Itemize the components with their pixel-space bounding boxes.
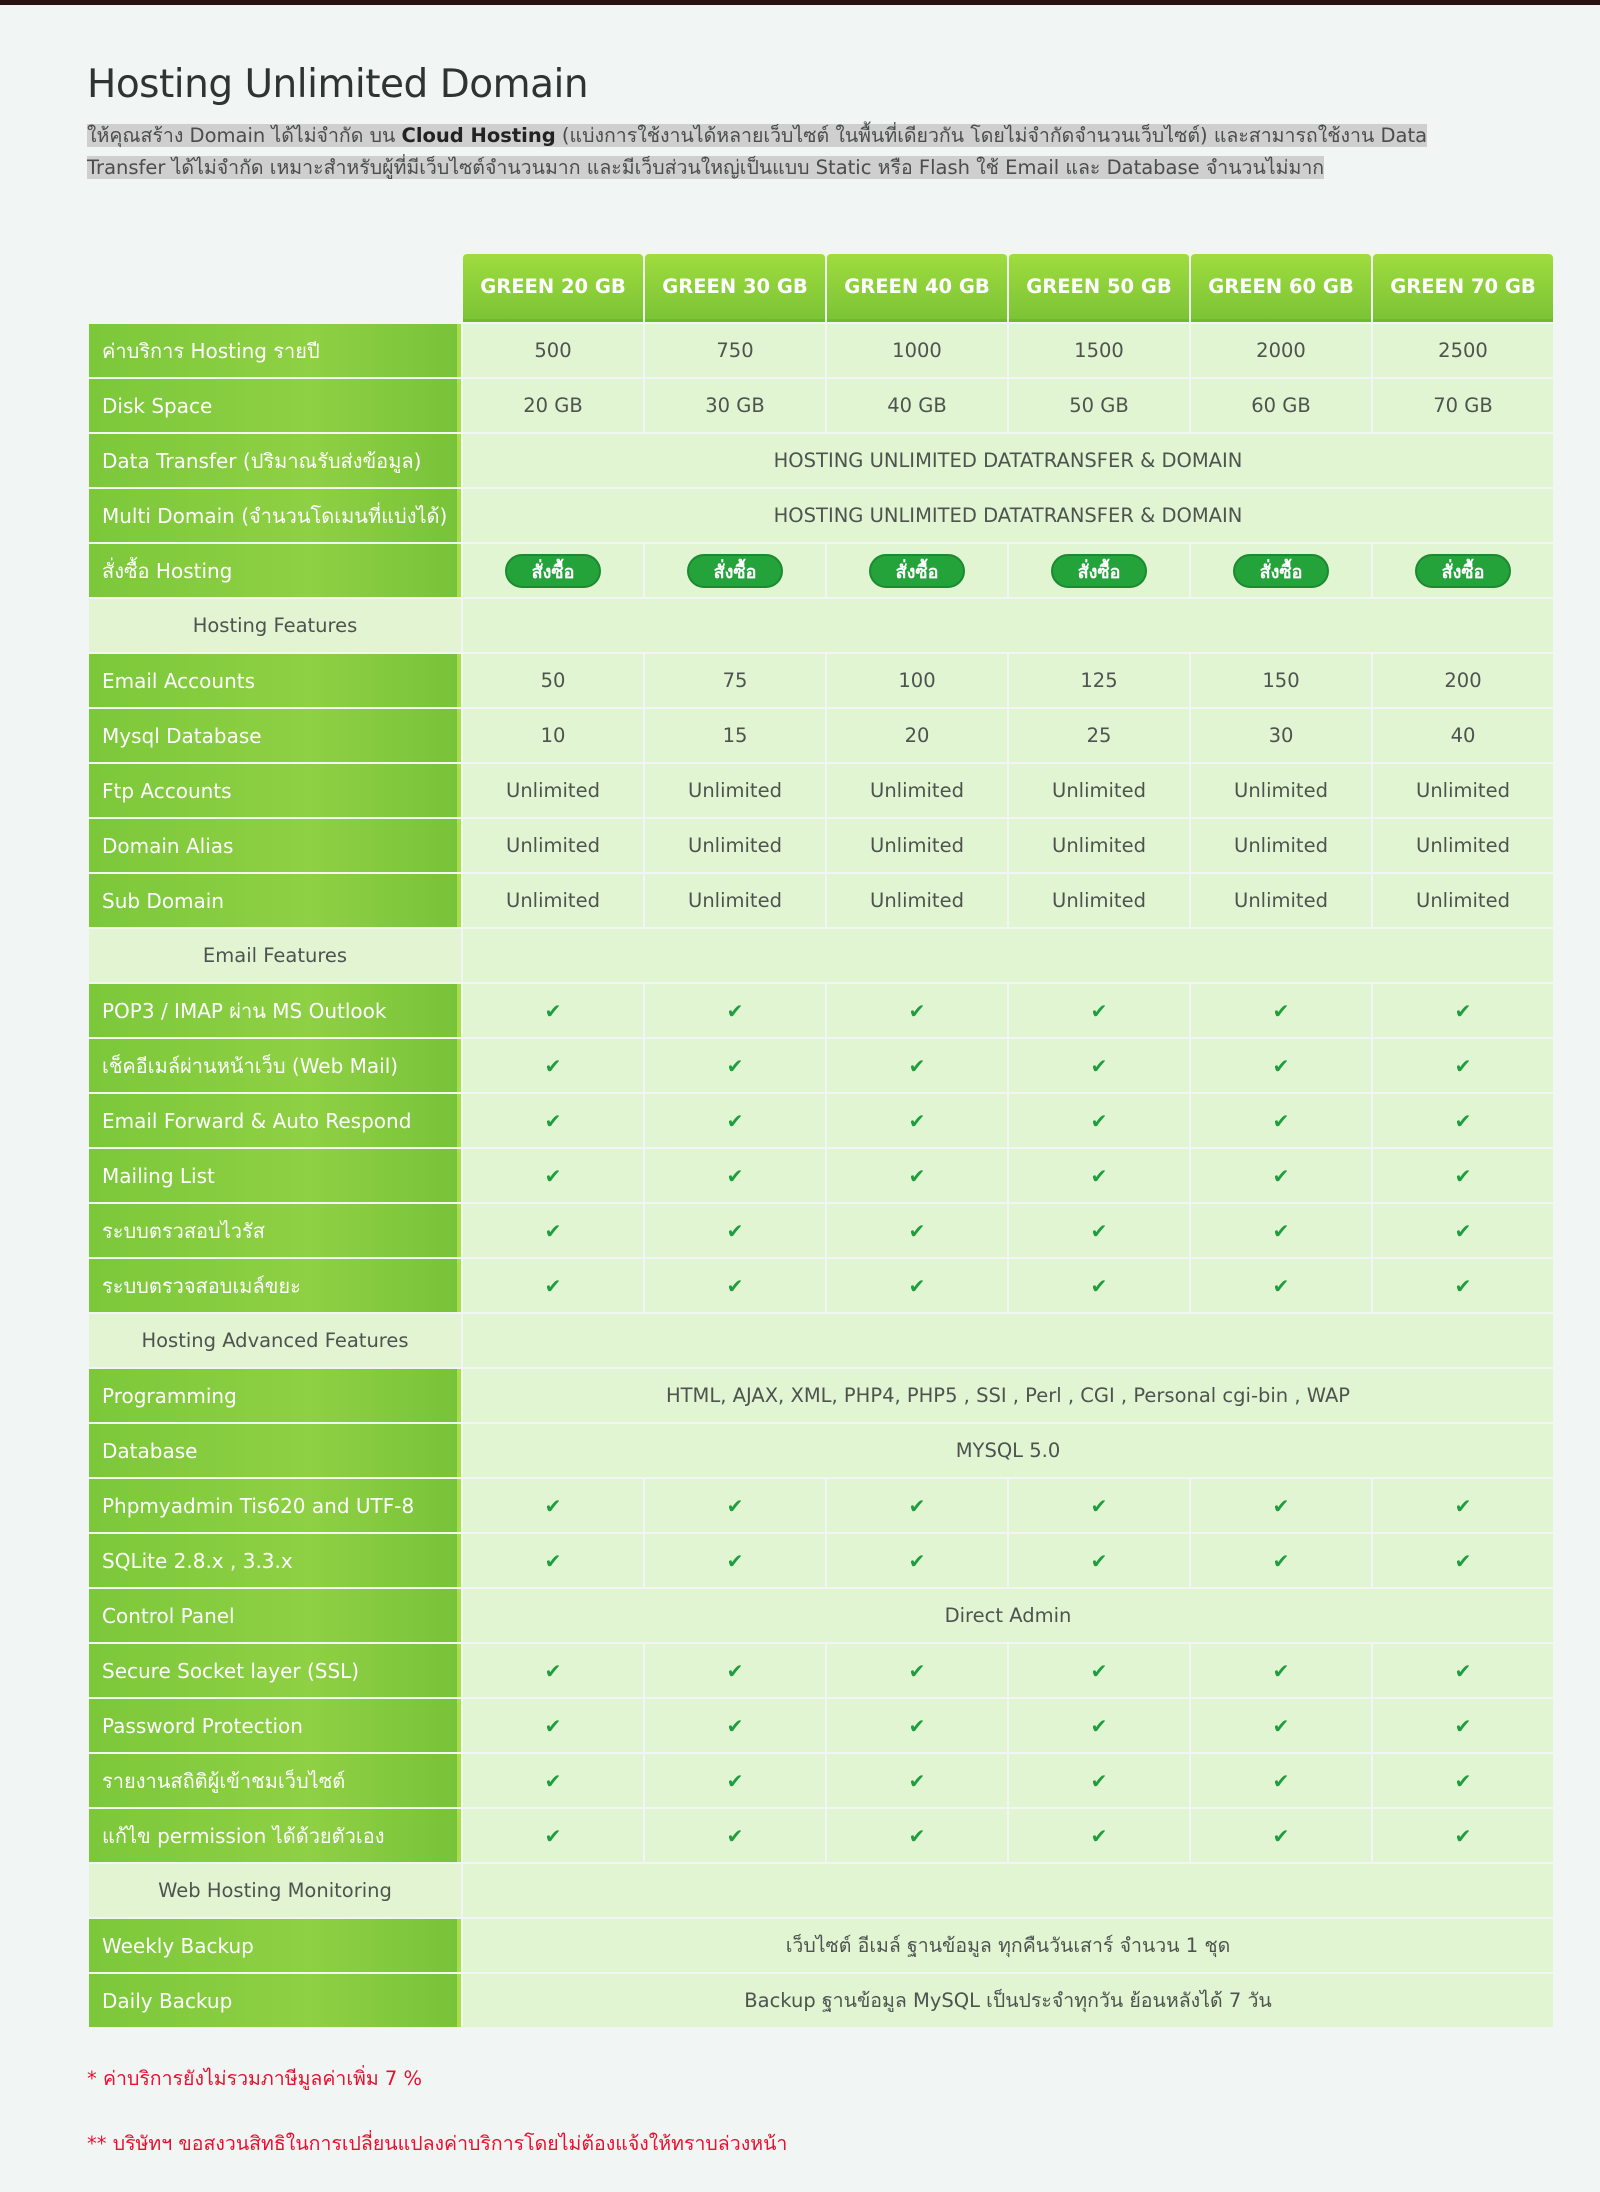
check-icon: ✔ xyxy=(908,1768,926,1793)
intro-bold: Cloud Hosting xyxy=(401,124,556,147)
row-label: Secure Socket layer (SSL) xyxy=(89,1644,461,1697)
row-label: แก้ไข permission ได้ด้วยตัวเอง xyxy=(89,1809,461,1862)
cell-value xyxy=(827,1094,1007,1147)
cell-value: Unlimited xyxy=(463,764,643,817)
cell-value xyxy=(645,984,825,1037)
row-value: HOSTING UNLIMITED DATATRANSFER & DOMAIN xyxy=(463,489,1553,542)
row-label: POP3 / IMAP ผ่าน MS Outlook xyxy=(89,984,461,1037)
rights-note: ** บริษัทฯ ขอสงวนสิทธิในการเปลี่ยนแปลงค่าบริการโดยไม่ต้องแจ้งให้ทราบล่วงหน้า xyxy=(87,2132,788,2155)
check-icon: ✔ xyxy=(908,1053,926,1078)
pricing-table xyxy=(87,252,1555,2029)
cell-value: 125 xyxy=(1009,654,1189,707)
cell-value: 1000 xyxy=(827,324,1007,377)
check-icon: ✔ xyxy=(726,1658,744,1683)
plan-header: GREEN 60 GB xyxy=(1191,254,1371,322)
row-label: Mysql Database xyxy=(89,709,461,762)
row-sqlite xyxy=(89,1534,1553,1587)
cell-value: 40 xyxy=(1373,709,1553,762)
row-transfer xyxy=(89,434,1553,487)
cell-value: 15 xyxy=(645,709,825,762)
plan-header: GREEN 70 GB xyxy=(1373,254,1553,322)
check-icon: ✔ xyxy=(1272,1108,1290,1133)
check-icon: ✔ xyxy=(544,1713,562,1738)
cell-value xyxy=(827,1534,1007,1587)
page-title: Hosting Unlimited Domain xyxy=(87,62,589,107)
cell-value: 200 xyxy=(1373,654,1553,707)
cell-value xyxy=(463,1149,643,1202)
cell-value: Unlimited xyxy=(1009,874,1189,927)
check-icon: ✔ xyxy=(726,1768,744,1793)
row-email-accounts xyxy=(89,654,1553,707)
check-icon: ✔ xyxy=(1272,1768,1290,1793)
cell-value xyxy=(463,1204,643,1257)
cell-value xyxy=(1191,1259,1371,1312)
check-icon: ✔ xyxy=(1272,998,1290,1023)
section-filler xyxy=(463,1314,1553,1367)
check-icon: ✔ xyxy=(1454,1273,1472,1298)
cell-value xyxy=(1191,1534,1371,1587)
cell-value xyxy=(827,984,1007,1037)
check-icon: ✔ xyxy=(544,1108,562,1133)
row-label: Password Protection xyxy=(89,1699,461,1752)
cell-value xyxy=(645,1149,825,1202)
row-multidomain xyxy=(89,489,1553,542)
cell-value: 2500 xyxy=(1373,324,1553,377)
order-button[interactable]: สั่งซื้อ xyxy=(1233,554,1329,588)
cell-value xyxy=(1191,984,1371,1037)
check-icon: ✔ xyxy=(1272,1273,1290,1298)
check-icon: ✔ xyxy=(1090,1108,1108,1133)
order-button[interactable]: สั่งซื้อ xyxy=(1415,554,1511,588)
check-icon: ✔ xyxy=(1454,1053,1472,1078)
row-label: Sub Domain xyxy=(89,874,461,927)
cell-value xyxy=(645,1534,825,1587)
row-value: Direct Admin xyxy=(463,1589,1553,1642)
check-icon: ✔ xyxy=(1454,1493,1472,1518)
check-icon: ✔ xyxy=(908,1493,926,1518)
check-icon: ✔ xyxy=(1454,1218,1472,1243)
cell-value: 10 xyxy=(463,709,643,762)
row-password xyxy=(89,1699,1553,1752)
row-label: Domain Alias xyxy=(89,819,461,872)
cell-value xyxy=(1373,984,1553,1037)
row-label: สั่งซื้อ Hosting xyxy=(89,544,461,597)
cell-value xyxy=(1373,1039,1553,1092)
cell-value: Unlimited xyxy=(645,764,825,817)
cell-value xyxy=(463,1699,643,1752)
cell-value: 30 xyxy=(1191,709,1371,762)
cell-value xyxy=(645,1204,825,1257)
cell-value: 500 xyxy=(463,324,643,377)
cell-value xyxy=(1009,1094,1189,1147)
row-phpmyadmin xyxy=(89,1479,1553,1532)
check-icon: ✔ xyxy=(726,1108,744,1133)
cell-value xyxy=(827,1204,1007,1257)
cell-value: 30 GB xyxy=(645,379,825,432)
check-icon: ✔ xyxy=(1090,998,1108,1023)
row-label: Disk Space xyxy=(89,379,461,432)
cell-value xyxy=(827,1039,1007,1092)
cell-value xyxy=(1191,1039,1371,1092)
plan-header: GREEN 40 GB xyxy=(827,254,1007,322)
check-icon: ✔ xyxy=(1454,1163,1472,1188)
plan-header-row xyxy=(89,254,1553,322)
row-webmail xyxy=(89,1039,1553,1092)
cell-value xyxy=(645,1259,825,1312)
row-label: Data Transfer (ปริมาณรับส่งข้อมูล) xyxy=(89,434,461,487)
row-label: Programming xyxy=(89,1369,461,1422)
row-label: เช็คอีเมล์ผ่านหน้าเว็บ (Web Mail) xyxy=(89,1039,461,1092)
cell-value: 20 xyxy=(827,709,1007,762)
check-icon: ✔ xyxy=(1272,1713,1290,1738)
check-icon: ✔ xyxy=(544,1823,562,1848)
cell-value xyxy=(1009,1259,1189,1312)
check-icon: ✔ xyxy=(1272,1493,1290,1518)
order-button[interactable]: สั่งซื้อ xyxy=(687,554,783,588)
cell-value xyxy=(1009,1479,1189,1532)
cell-value xyxy=(645,1809,825,1862)
check-icon: ✔ xyxy=(1090,1273,1108,1298)
cell-value: 20 GB xyxy=(463,379,643,432)
cell-value: 2000 xyxy=(1191,324,1371,377)
cell-value: Unlimited xyxy=(827,874,1007,927)
row-weekly xyxy=(89,1919,1553,1972)
order-button[interactable]: สั่งซื้อ xyxy=(869,554,965,588)
cell-value: 70 GB xyxy=(1373,379,1553,432)
cell-value xyxy=(1373,1809,1553,1862)
row-permission xyxy=(89,1809,1553,1862)
check-icon: ✔ xyxy=(1090,1768,1108,1793)
section-heading: Hosting Features xyxy=(89,599,461,652)
cell-value: Unlimited xyxy=(827,764,1007,817)
row-database xyxy=(89,1424,1553,1477)
check-icon: ✔ xyxy=(1090,1823,1108,1848)
cell-value xyxy=(1191,1644,1371,1697)
cell-value xyxy=(1373,1754,1553,1807)
cell-value xyxy=(1373,1204,1553,1257)
order-button[interactable]: สั่งซื้อ xyxy=(1051,554,1147,588)
cell-value xyxy=(1373,1699,1553,1752)
check-icon: ✔ xyxy=(726,1218,744,1243)
cell-value: 150 xyxy=(1191,654,1371,707)
row-forward xyxy=(89,1094,1553,1147)
row-label: ระบบตรวสอบไวรัส xyxy=(89,1204,461,1257)
cell-value: 50 xyxy=(463,654,643,707)
row-label: Email Accounts xyxy=(89,654,461,707)
row-pop3 xyxy=(89,984,1553,1037)
cell-value xyxy=(1191,544,1371,597)
row-ftp xyxy=(89,764,1553,817)
row-monitoring xyxy=(89,1864,1553,1917)
row-value: MYSQL 5.0 xyxy=(463,1424,1553,1477)
cell-value xyxy=(1373,1149,1553,1202)
section-heading: Web Hosting Monitoring xyxy=(89,1864,461,1917)
check-icon: ✔ xyxy=(908,1108,926,1133)
row-label: Control Panel xyxy=(89,1589,461,1642)
cell-value xyxy=(1373,544,1553,597)
row-control xyxy=(89,1589,1553,1642)
check-icon: ✔ xyxy=(908,1163,926,1188)
cell-value: 25 xyxy=(1009,709,1189,762)
cell-value: Unlimited xyxy=(463,819,643,872)
check-icon: ✔ xyxy=(726,998,744,1023)
row-value: Backup ฐานข้อมูล MySQL เป็นประจำทุกวัน ย้อนหลังได้ 7 วัน xyxy=(463,1974,1553,2027)
check-icon: ✔ xyxy=(726,1053,744,1078)
cell-value: Unlimited xyxy=(827,819,1007,872)
plan-header: GREEN 50 GB xyxy=(1009,254,1189,322)
check-icon: ✔ xyxy=(544,1493,562,1518)
cell-value xyxy=(1373,1259,1553,1312)
check-icon: ✔ xyxy=(544,1548,562,1573)
row-disk xyxy=(89,379,1553,432)
check-icon: ✔ xyxy=(908,1823,926,1848)
plan-header: GREEN 30 GB xyxy=(645,254,825,322)
cell-value xyxy=(827,1754,1007,1807)
check-icon: ✔ xyxy=(544,1658,562,1683)
row-mailing xyxy=(89,1149,1553,1202)
cell-value xyxy=(1191,1809,1371,1862)
check-icon: ✔ xyxy=(1090,1713,1108,1738)
check-icon: ✔ xyxy=(544,998,562,1023)
row-subdomain xyxy=(89,874,1553,927)
cell-value xyxy=(463,1479,643,1532)
section-heading: Email Features xyxy=(89,929,461,982)
check-icon: ✔ xyxy=(544,1273,562,1298)
row-email-features xyxy=(89,929,1553,982)
check-icon: ✔ xyxy=(1272,1053,1290,1078)
cell-value xyxy=(1191,1204,1371,1257)
cell-value xyxy=(1009,1039,1189,1092)
check-icon: ✔ xyxy=(1454,1713,1472,1738)
cell-value xyxy=(1009,1644,1189,1697)
cell-value xyxy=(463,1259,643,1312)
cell-value xyxy=(463,1094,643,1147)
cell-value xyxy=(1009,1699,1189,1752)
row-stats xyxy=(89,1754,1553,1807)
cell-value xyxy=(1191,1149,1371,1202)
check-icon: ✔ xyxy=(544,1218,562,1243)
row-price xyxy=(89,324,1553,377)
row-daily xyxy=(89,1974,1553,2027)
cell-value: Unlimited xyxy=(1373,819,1553,872)
cell-value xyxy=(827,544,1007,597)
row-label: รายงานสถิติผู้เข้าชมเว็บไซต์ xyxy=(89,1754,461,1807)
check-icon: ✔ xyxy=(726,1493,744,1518)
cell-value xyxy=(1373,1534,1553,1587)
intro-text xyxy=(87,120,1507,184)
cell-value xyxy=(645,1644,825,1697)
check-icon: ✔ xyxy=(1454,998,1472,1023)
row-label: ระบบตรวจสอบเมล์ขยะ xyxy=(89,1259,461,1312)
row-ssl xyxy=(89,1644,1553,1697)
cell-value xyxy=(1373,1479,1553,1532)
check-icon: ✔ xyxy=(908,1548,926,1573)
row-label: Database xyxy=(89,1424,461,1477)
check-icon: ✔ xyxy=(1454,1823,1472,1848)
row-label: SQLite 2.8.x , 3.3.x xyxy=(89,1534,461,1587)
top-bar xyxy=(0,0,1600,5)
check-icon: ✔ xyxy=(1090,1218,1108,1243)
check-icon: ✔ xyxy=(1272,1658,1290,1683)
check-icon: ✔ xyxy=(544,1163,562,1188)
vat-note: * ค่าบริการยังไม่รวมภาษีมูลค่าเพิ่ม 7 % xyxy=(87,2067,423,2090)
check-icon: ✔ xyxy=(726,1823,744,1848)
cell-value: 1500 xyxy=(1009,324,1189,377)
cell-value xyxy=(645,1479,825,1532)
check-icon: ✔ xyxy=(544,1053,562,1078)
cell-value xyxy=(1191,1094,1371,1147)
cell-value: Unlimited xyxy=(1191,819,1371,872)
check-icon: ✔ xyxy=(1454,1108,1472,1133)
row-label: Daily Backup xyxy=(89,1974,461,2027)
cell-value xyxy=(1373,1644,1553,1697)
cell-value xyxy=(645,1699,825,1752)
row-hosting-features xyxy=(89,599,1553,652)
check-icon: ✔ xyxy=(908,998,926,1023)
check-icon: ✔ xyxy=(1090,1053,1108,1078)
row-label: ค่าบริการ Hosting รายปี xyxy=(89,324,461,377)
cell-value: Unlimited xyxy=(463,874,643,927)
check-icon: ✔ xyxy=(726,1273,744,1298)
row-order xyxy=(89,544,1553,597)
cell-value xyxy=(1191,1754,1371,1807)
row-advanced xyxy=(89,1314,1553,1367)
cell-value: Unlimited xyxy=(1009,819,1189,872)
cell-value: 100 xyxy=(827,654,1007,707)
intro-part2: (แบ่งการใช้งานได้หลายเว็บไซต์ ในพื้นที่เดียวกัน โดยไม่จำกัดจำนวนเว็บไซต์) และสามารถใช้งาน Data Transfer ได้ไม่จำกัด เหมาะสำหรับผู้ที่มีเว็บไซต์จำนวนมาก และมีเว็บส่วนใหญ่เป็นแบบ Static หรือ Flash ใช้ Email และ Database จำนวนไม่มาก xyxy=(87,124,1428,179)
check-icon: ✔ xyxy=(1272,1823,1290,1848)
check-icon: ✔ xyxy=(1272,1163,1290,1188)
cell-value xyxy=(463,1809,643,1862)
check-icon: ✔ xyxy=(1090,1493,1108,1518)
cell-value xyxy=(827,1149,1007,1202)
cell-value: Unlimited xyxy=(645,819,825,872)
check-icon: ✔ xyxy=(1090,1658,1108,1683)
cell-value xyxy=(645,544,825,597)
cell-value xyxy=(1191,1699,1371,1752)
check-icon: ✔ xyxy=(908,1273,926,1298)
cell-value xyxy=(463,1754,643,1807)
cell-value xyxy=(827,1809,1007,1862)
row-alias xyxy=(89,819,1553,872)
row-label: Email Forward & Auto Respond xyxy=(89,1094,461,1147)
cell-value: Unlimited xyxy=(1191,764,1371,817)
check-icon: ✔ xyxy=(1090,1548,1108,1573)
section-filler xyxy=(463,599,1553,652)
check-icon: ✔ xyxy=(1454,1768,1472,1793)
cell-value xyxy=(1009,1809,1189,1862)
row-spam xyxy=(89,1259,1553,1312)
row-programming xyxy=(89,1369,1553,1422)
row-mysql xyxy=(89,709,1553,762)
cell-value xyxy=(463,544,643,597)
cell-value xyxy=(463,1534,643,1587)
cell-value xyxy=(1009,984,1189,1037)
cell-value xyxy=(1009,1149,1189,1202)
check-icon: ✔ xyxy=(1090,1163,1108,1188)
row-label: Multi Domain (จำนวนโดเมนที่แบ่งได้) xyxy=(89,489,461,542)
cell-value: Unlimited xyxy=(1191,874,1371,927)
check-icon: ✔ xyxy=(1272,1218,1290,1243)
cell-value xyxy=(645,1754,825,1807)
cell-value xyxy=(827,1699,1007,1752)
row-label: Mailing List xyxy=(89,1149,461,1202)
cell-value xyxy=(645,1039,825,1092)
check-icon: ✔ xyxy=(908,1658,926,1683)
cell-value: Unlimited xyxy=(1009,764,1189,817)
cell-value xyxy=(463,1039,643,1092)
check-icon: ✔ xyxy=(726,1713,744,1738)
cell-value: 60 GB xyxy=(1191,379,1371,432)
section-filler xyxy=(463,1864,1553,1917)
cell-value: 75 xyxy=(645,654,825,707)
check-icon: ✔ xyxy=(1454,1548,1472,1573)
cell-value: 750 xyxy=(645,324,825,377)
cell-value xyxy=(1373,1094,1553,1147)
row-label: Phpmyadmin Tis620 and UTF-8 xyxy=(89,1479,461,1532)
check-icon: ✔ xyxy=(1272,1548,1290,1573)
cell-value xyxy=(645,1094,825,1147)
cell-value: Unlimited xyxy=(1373,764,1553,817)
cell-value xyxy=(827,1479,1007,1532)
cell-value xyxy=(463,984,643,1037)
check-icon: ✔ xyxy=(544,1768,562,1793)
section-filler xyxy=(463,929,1553,982)
row-value: HOSTING UNLIMITED DATATRANSFER & DOMAIN xyxy=(463,434,1553,487)
cell-value xyxy=(1009,1204,1189,1257)
cell-value xyxy=(827,1644,1007,1697)
check-icon: ✔ xyxy=(908,1713,926,1738)
cell-value: 50 GB xyxy=(1009,379,1189,432)
check-icon: ✔ xyxy=(1454,1658,1472,1683)
cell-value xyxy=(1191,1479,1371,1532)
row-value: เว็บไซต์ อีเมล์ ฐานข้อมูล ทุกคืนวันเสาร์ จำนวน 1 ชุด xyxy=(463,1919,1553,1972)
intro-part1: ให้คุณสร้าง Domain ได้ไม่จำกัด บน xyxy=(87,124,402,147)
cell-value: Unlimited xyxy=(645,874,825,927)
cell-value xyxy=(1009,544,1189,597)
cell-value xyxy=(827,1259,1007,1312)
check-icon: ✔ xyxy=(908,1218,926,1243)
cell-value xyxy=(1009,1754,1189,1807)
cell-value: Unlimited xyxy=(1373,874,1553,927)
row-value: HTML, AJAX, XML, PHP4, PHP5 , SSI , Perl , CGI , Personal cgi-bin , WAP xyxy=(463,1369,1553,1422)
cell-value xyxy=(463,1644,643,1697)
cell-value: 40 GB xyxy=(827,379,1007,432)
row-virus xyxy=(89,1204,1553,1257)
row-label: Ftp Accounts xyxy=(89,764,461,817)
row-label: Weekly Backup xyxy=(89,1919,461,1972)
order-button[interactable]: สั่งซื้อ xyxy=(505,554,601,588)
header-blank xyxy=(89,254,461,322)
check-icon: ✔ xyxy=(726,1163,744,1188)
section-heading: Hosting Advanced Features xyxy=(89,1314,461,1367)
cell-value xyxy=(1009,1534,1189,1587)
plan-header: GREEN 20 GB xyxy=(463,254,643,322)
check-icon: ✔ xyxy=(726,1548,744,1573)
